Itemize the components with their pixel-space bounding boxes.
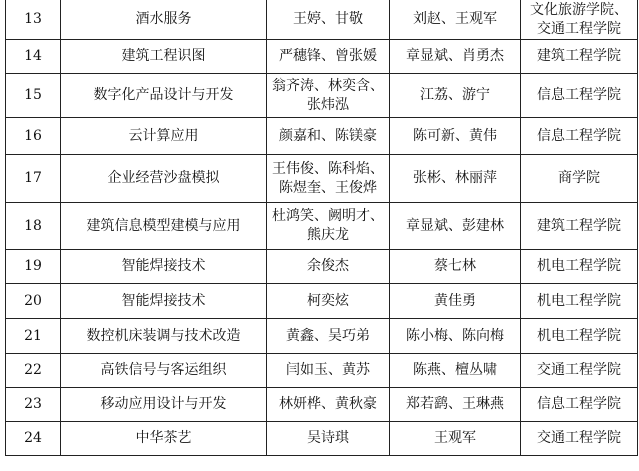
members-cell [267,203,390,250]
table-row [6,388,638,422]
members-line: 颜嘉和、陈镁豪 [279,127,377,144]
college-cell [521,40,638,74]
members-cell [267,422,390,456]
mentors-cell: 张彬、林丽萍 [390,155,521,203]
college-line: 建筑工程学院 [537,217,621,234]
college-cell [521,118,638,155]
college-line: 交通工程学院 [537,430,621,446]
members-line: 严穗锋、曾张媛 [279,48,377,64]
college-line: 商学院 [558,170,600,186]
college-cell [521,155,638,203]
members-cell [267,319,390,354]
row-number: 18 [6,203,61,250]
members-line: 余俊杰 [307,258,349,274]
course-name: 智能焊接技术 [61,250,267,284]
table-row [6,422,638,456]
members-line: 林妍桦、黄秋豪 [279,396,377,412]
mentors-cell: 章显斌、肖勇杰 [390,40,521,74]
mentors-cell: 章显斌、彭建林 [390,203,521,250]
course-name: 数控机床装调与技术改造 [61,319,267,354]
members-line: 柯奕炫 [307,292,349,309]
members-cell [267,0,390,40]
members-line: 陈煜奎、王俊烨 [279,179,377,196]
mentors-cell: 陈小梅、陈向梅 [390,319,521,354]
college-line: 信息工程学院 [537,87,621,103]
college-cell [521,74,638,118]
course-name: 高铁信号与客运组织 [61,354,267,388]
row-number: 13 [6,0,61,40]
course-name: 移动应用设计与开发 [61,388,267,422]
college-line: 文化旅游学院、 [530,1,628,18]
college-line: 信息工程学院 [537,127,621,144]
course-name: 数字化产品设计与开发 [61,74,267,118]
row-number: 21 [6,319,61,354]
members-cell [267,155,390,203]
members-line: 黄鑫、吴巧弟 [286,327,370,344]
mentors-cell: 蔡七林 [390,250,521,284]
table-row [6,40,638,74]
award-table-body [6,0,638,456]
row-number: 19 [6,250,61,284]
table-row [6,0,638,40]
table-row [6,155,638,203]
course-name: 云计算应用 [61,118,267,155]
table-row [6,203,638,250]
course-name: 建筑信息模型建模与应用 [61,203,267,250]
row-number: 20 [6,284,61,319]
course-name: 智能焊接技术 [61,284,267,319]
college-line: 机电工程学院 [537,327,621,344]
table-row [6,284,638,319]
mentors-cell: 陈燕、檀丛啸 [390,354,521,388]
table-row [6,354,638,388]
college-cell [521,388,638,422]
college-line: 交通工程学院 [537,362,621,378]
members-line: 闫如玉、黄苏 [286,362,370,378]
members-cell [267,284,390,319]
award-table [5,0,638,456]
members-cell [267,354,390,388]
college-line: 交通工程学院 [537,20,621,37]
college-cell [521,203,638,250]
members-line: 杜鸿笑、阙明才、 [272,208,384,224]
college-line: 建筑工程学院 [537,48,621,64]
course-name: 中华茶艺 [61,422,267,456]
mentors-cell: 郑若鹞、王琳燕 [390,388,521,422]
college-line: 机电工程学院 [537,292,621,309]
college-cell [521,284,638,319]
members-line: 吴诗琪 [307,430,349,446]
college-cell [521,250,638,284]
row-number: 17 [6,155,61,203]
members-line: 翁齐涛、林奕含、 [272,77,384,94]
mentors-cell: 王观军 [390,422,521,456]
members-cell [267,250,390,284]
members-cell [267,388,390,422]
mentors-cell: 陈可新、黄伟 [390,118,521,155]
members-cell [267,74,390,118]
members-cell [267,118,390,155]
college-cell [521,354,638,388]
mentors-cell: 刘赵、王观军 [390,0,521,40]
row-number: 24 [6,422,61,456]
members-cell [267,40,390,74]
course-name: 企业经营沙盘模拟 [61,155,267,203]
row-number: 16 [6,118,61,155]
mentors-cell: 黄佳勇 [390,284,521,319]
members-line: 王婷、甘敬 [293,11,363,27]
mentors-cell: 江荔、游宁 [390,74,521,118]
college-cell [521,422,638,456]
members-line: 张炜泓 [307,96,349,113]
members-line: 熊庆龙 [307,227,349,243]
row-number: 14 [6,40,61,74]
row-number: 15 [6,74,61,118]
table-row [6,319,638,354]
college-line: 信息工程学院 [537,396,621,412]
table-row [6,74,638,118]
course-name: 建筑工程识图 [61,40,267,74]
college-line: 机电工程学院 [537,258,621,274]
table-row [6,250,638,284]
row-number: 23 [6,388,61,422]
row-number: 22 [6,354,61,388]
college-cell [521,0,638,40]
course-name: 酒水服务 [61,0,267,40]
members-line: 王伟俊、陈科焰、 [272,160,384,177]
table-row [6,118,638,155]
college-cell [521,319,638,354]
